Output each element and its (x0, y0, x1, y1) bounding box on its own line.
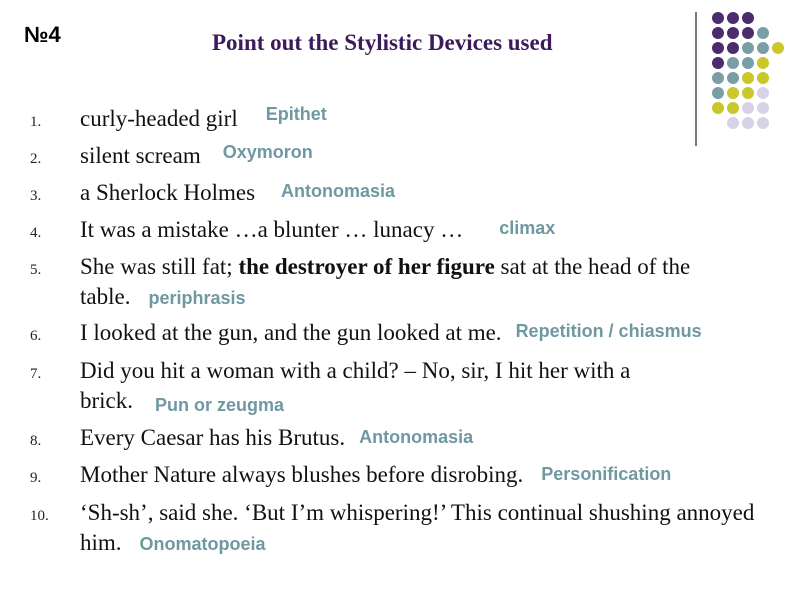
dot (727, 87, 739, 99)
item-answer: Pun or zeugma (155, 395, 285, 415)
item-text (80, 141, 760, 172)
dot (712, 72, 724, 84)
dot (712, 87, 724, 99)
item-sentence: She was still fat; (80, 254, 239, 279)
dot (712, 27, 724, 39)
dot (742, 72, 754, 84)
item-answer: Repetition / chiasmus (515, 321, 702, 341)
item-answer: Antonomasia (281, 181, 396, 201)
item-number: 7. (30, 366, 42, 382)
item-number: 2. (30, 151, 42, 167)
item-text (80, 318, 800, 349)
dot (712, 42, 724, 54)
item-sentence: I looked at the gun, and the gun looked at me. (80, 320, 502, 345)
item-number: 6. (30, 328, 42, 344)
item-sentence: curly-headed girl (80, 106, 238, 131)
dot (742, 87, 754, 99)
dot (727, 27, 739, 39)
item-answer: Personification (541, 464, 672, 484)
item-sentence: ‘Sh-sh’, said she. ‘But I’m whispering!’ This continual shushing annoyed him. (80, 500, 755, 555)
item-text (80, 215, 760, 246)
item-number: 4. (30, 225, 42, 241)
item-number: 8. (30, 433, 42, 449)
item-number: 10. (30, 508, 49, 524)
dot (742, 42, 754, 54)
dot (727, 57, 739, 69)
dot (757, 72, 769, 84)
dot (742, 57, 754, 69)
slide-number: №4 (24, 22, 61, 47)
dot (727, 72, 739, 84)
item-sentence: silent scream (80, 143, 201, 168)
dot (727, 12, 739, 24)
item-sentence: a Sherlock Holmes (80, 180, 256, 205)
item-answer: Antonomasia (359, 427, 474, 447)
item-answer: Epithet (265, 104, 327, 124)
item-text (80, 104, 760, 135)
item-sentence: Mother Nature always blushes before disrobing. (80, 462, 524, 487)
item-answer: Oxymoron (222, 142, 313, 162)
item-number: 9. (30, 470, 42, 486)
item-text (80, 423, 760, 454)
dot (772, 42, 784, 54)
item-sentence-end: sat at the head of the table. (80, 254, 691, 309)
dot (712, 57, 724, 69)
dot (742, 12, 754, 24)
slide-title: Point out the Stylistic Devices used (212, 30, 553, 55)
dot (757, 27, 769, 39)
item-text (80, 252, 740, 313)
dot (757, 42, 769, 54)
dot (712, 12, 724, 24)
item-answer: periphrasis (148, 288, 246, 308)
dot (727, 42, 739, 54)
item-sentence: It was a mistake …a blunter … lunacy … (80, 217, 464, 242)
item-bold-phrase: the destroyer of her figure (238, 254, 495, 279)
item-sentence: Every Caesar has his Brutus. (80, 425, 346, 450)
item-text (80, 498, 760, 559)
item-number: 5. (30, 262, 42, 278)
item-number: 1. (30, 114, 42, 130)
item-number: 3. (30, 188, 42, 204)
item-sentence: Did you hit a woman with a child? – No, sir, I hit her with a brick. (80, 358, 631, 413)
item-text (80, 356, 700, 417)
dot (757, 57, 769, 69)
item-text (80, 178, 760, 209)
dot (757, 87, 769, 99)
dot (742, 27, 754, 39)
item-answer: Onomatopoeia (139, 534, 266, 554)
item-text (80, 460, 780, 491)
item-answer: climax (499, 218, 556, 238)
